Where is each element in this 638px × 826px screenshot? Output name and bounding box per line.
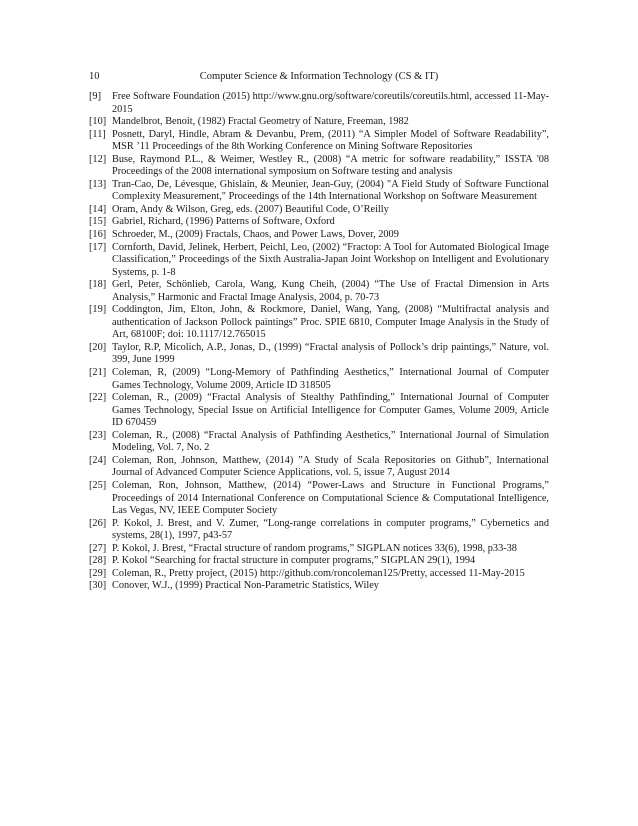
reference-item <box>89 342 549 367</box>
reference-number: [26] <box>89 517 107 529</box>
reference-number: [16] <box>89 229 107 241</box>
reference-text: Gerl, Peter, Schönlieb, Carola, Wang, Kung Cheih, (2004) “The Use of Fractal Dimension in Arts Analysis,” Harmonic and Fractal Image Analysis, 2004, p. 70-73 <box>112 279 549 303</box>
reference-number: [11] <box>89 128 106 140</box>
reference-number: [30] <box>89 580 107 592</box>
reference-item <box>89 455 549 480</box>
reference-text: Schroeder, M., (2009) Fractals, Chaos, and Power Laws, Dover, 2009 <box>112 229 399 241</box>
reference-number: [23] <box>89 429 107 441</box>
page-number: 10 <box>89 71 100 82</box>
reference-number: [9] <box>89 91 102 102</box>
reference-text: Coleman, Ron, Johnson, Matthew, (2014) “Power-Laws and Structure in Functional Programs,” Proceedings of 2014 International Conference on Computational Science & Computational Intelligence, Las Vegas, NV, IEEE Computer Society <box>112 479 549 517</box>
reference-text: Conover, W.J., (1999) Practical Non-Parametric Statistics, Wiley <box>112 580 379 592</box>
reference-item <box>89 154 549 179</box>
reference-text: Coleman, R, (2009) “Long-Memory of Pathfinding Aesthetics,” International Journal of Computer Games Technology, Volume 2009, Article ID 318505 <box>112 367 549 391</box>
reference-text: Mandelbrot, Benoit, (1982) Fractal Geometry of Nature, Freeman, 1982 <box>112 116 409 128</box>
reference-text: Coleman, R., (2009) “Fractal Analysis of Stealthy Pathfinding,” International Journal of Computer Games Technology, Special Issue on Artificial Intelligence for Computer Games, Volume 2009, Article ID 670459 <box>112 392 549 429</box>
reference-text: Cornforth, David, Jelinek, Herbert, Peichl, Leo, (2002) “Fractop: A Tool for Automated Biological Image Classification,” Proceedings of the Sixth Australia-Japan Joint Workshop on Intelligent and Evolutionary Systems, p. 1-8 <box>112 241 549 278</box>
reference-text: Posnett, Daryl, Hindle, Abram & Devanbu, Prem, (2011) “A Simpler Model of Software Readability”, MSR ’11 Proceedings of the 8th Working Conference on Mining Software Repositories <box>112 128 549 153</box>
running-header <box>89 70 549 84</box>
reference-text: Coleman, Ron, Johnson, Matthew, (2014) ”A Study of Scala Repositories on Github”, International Journal of Advanced Computer Science Applications, vol. 5, issue 7, August 2014 <box>112 454 549 479</box>
reference-number: [12] <box>89 153 107 165</box>
reference-item <box>89 91 549 116</box>
reference-item <box>89 279 549 304</box>
reference-number: [21] <box>89 367 107 379</box>
reference-text: Oram, Andy & Wilson, Greg, eds. (2007) Beautiful Code, O’Reilly <box>112 203 389 215</box>
reference-item <box>89 216 549 229</box>
reference-item <box>89 116 549 129</box>
reference-list <box>89 91 549 593</box>
reference-text: P. Kokol “Searching for fractal structure in computer programs,” SIGPLAN 29(1), 1994 <box>112 555 476 567</box>
reference-item <box>89 304 549 342</box>
reference-item <box>89 555 549 568</box>
reference-item <box>89 242 549 280</box>
reference-item <box>89 430 549 455</box>
reference-number: [25] <box>89 479 107 491</box>
reference-number: [27] <box>89 542 107 554</box>
reference-text: Tran-Cao, De, Lévesque, Ghislain, & Meunier, Jean-Guy, (2004) "A Field Study of Software Functional Complexity Measurement," Proceedings of the 14th International Workshop on Software Measurement <box>112 178 549 203</box>
reference-text: Gabriel, Richard, (1996) Patterns of Software, Oxford <box>112 216 335 228</box>
reference-number: [13] <box>89 178 107 190</box>
reference-item <box>89 568 549 581</box>
reference-number: [14] <box>89 203 107 215</box>
reference-text: Coleman, R., (2008) “Fractal Analysis of Pathfinding Aesthetics,” International Journal of Simulation Modeling, Vol. 7, No. 2 <box>112 429 549 454</box>
reference-item <box>89 367 549 392</box>
reference-number: [10] <box>89 116 107 128</box>
reference-number: [28] <box>89 555 107 567</box>
reference-text: Coleman, R., Pretty project, (2015) http://github.com/roncoleman125/Pretty, accessed 11-May-2015 <box>112 567 525 579</box>
reference-number: [20] <box>89 341 107 353</box>
reference-item <box>89 518 549 543</box>
reference-number: [19] <box>89 304 107 316</box>
reference-number: [22] <box>89 392 107 404</box>
reference-text: Buse, Raymond P.L., & Weimer, Westley R., (2008) “A metric for software readability,” ISSTA '08 Proceedings of the 2008 international symposium on Software testing and analysis <box>112 153 549 178</box>
reference-number: [24] <box>89 454 107 466</box>
reference-text: P. Kokol, J. Brest, “Fractal structure of random programs,” SIGPLAN notices 33(6), 1998, p33-38 <box>112 542 517 554</box>
reference-item <box>89 229 549 242</box>
reference-text: Free Software Foundation (2015) http://www.gnu.org/software/coreutils/coreutils.html, accessed 11-May-2015 <box>112 91 549 115</box>
journal-title: Computer Science & Information Technology (CS & IT) <box>199 71 439 82</box>
reference-number: [29] <box>89 567 107 579</box>
reference-text: Taylor, R.P, Micolich, A.P., Jonas, D., (1999) “Fractal analysis of Pollock’s drip paintings,” Nature, vol. 399, June 1999 <box>112 341 549 366</box>
reference-number: [17] <box>89 241 107 253</box>
reference-text: Coddington, Jim, Elton, John, & Rockmore, Daniel, Wang, Yang, (2008) “Multifractal analysis and authentication of Jackson Pollock paintings” Proc. SPIE 6810, Computer Image Analysis in the Study of Art, 68100F; doi: 10.1117/12.765015 <box>112 304 549 341</box>
reference-item <box>89 580 549 593</box>
reference-text: P. Kokol, J. Brest, and V. Zumer, “Long-range correlations in computer programs,” Cybernetics and systems, 28(1), 1997, p43-57 <box>112 517 549 542</box>
reference-number: [18] <box>89 279 107 291</box>
reference-item <box>89 543 549 556</box>
reference-number: [15] <box>89 216 107 228</box>
reference-item <box>89 392 549 430</box>
reference-item <box>89 480 549 518</box>
reference-item <box>89 129 549 154</box>
reference-item <box>89 179 549 204</box>
reference-item <box>89 204 549 217</box>
